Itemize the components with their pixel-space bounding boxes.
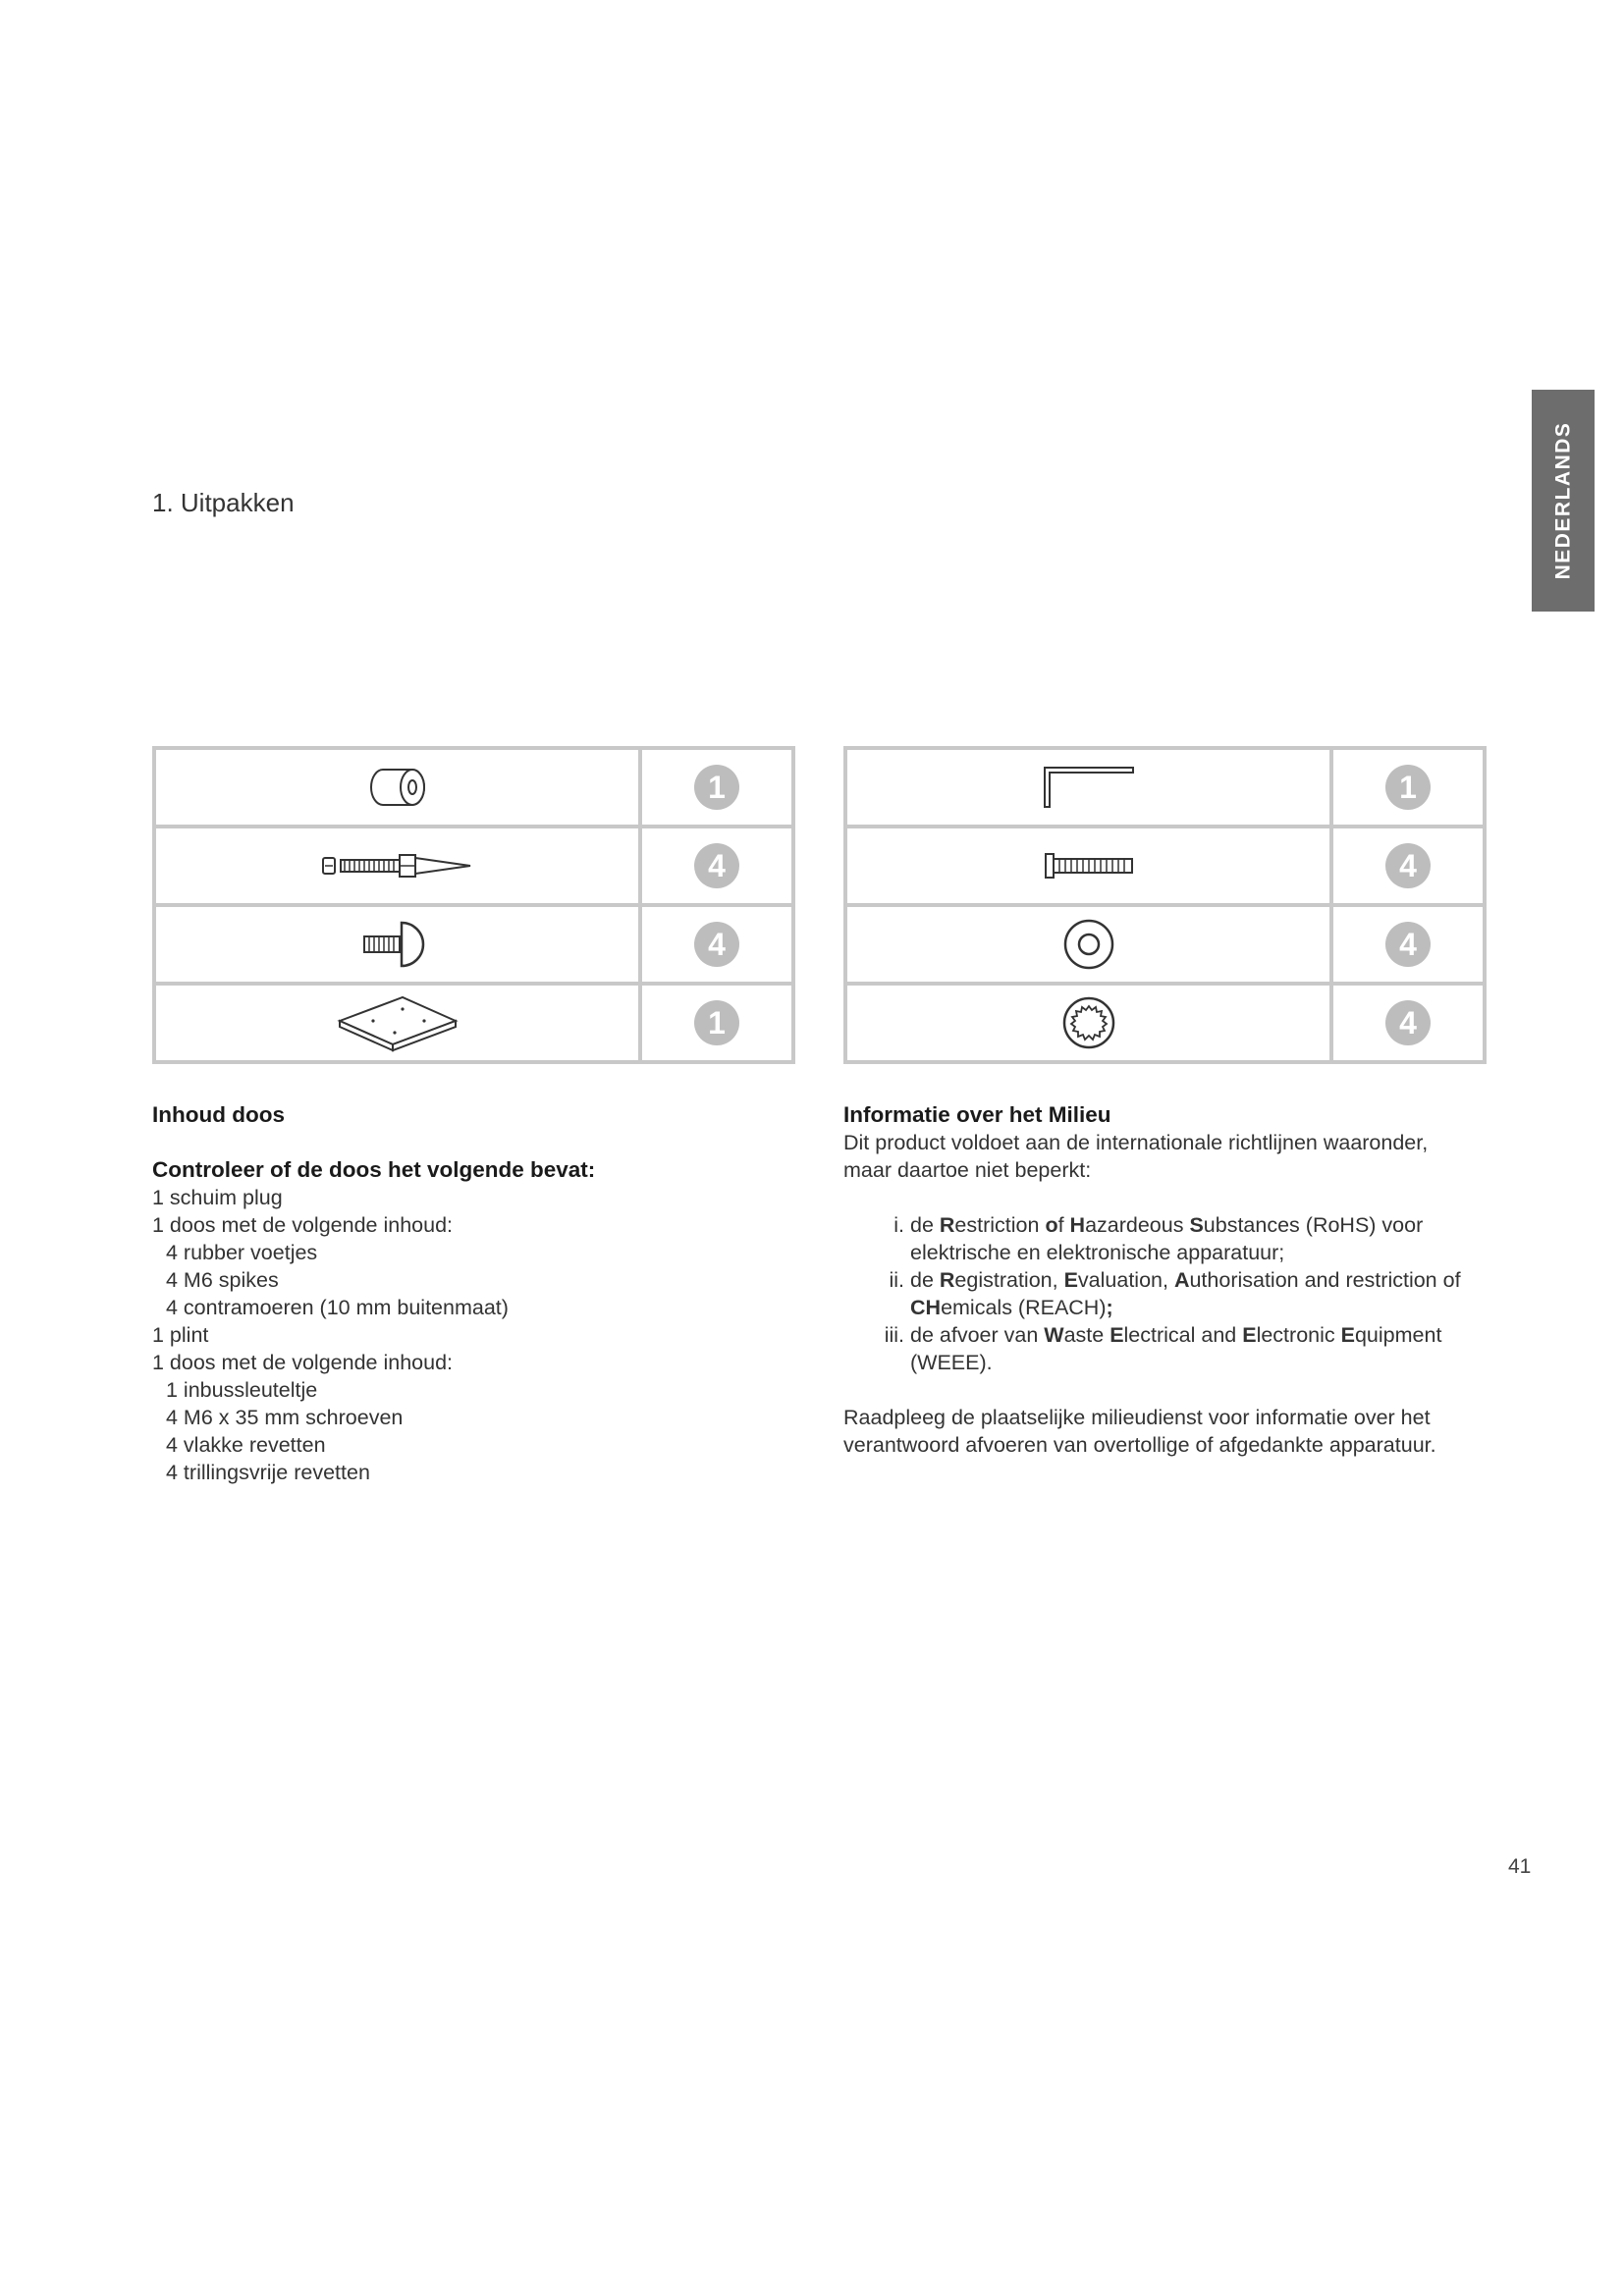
contents-item: 1 doos met de volgende inhoud: (152, 1213, 454, 1237)
part-image-cell (845, 984, 1331, 1062)
contents-subitem: 4 contramoeren (10 mm buitenmaat) (166, 1296, 509, 1319)
contents-column (152, 1101, 781, 1486)
foam-plug-icon (363, 760, 432, 815)
part-quantity-cell (1331, 827, 1485, 905)
environment-heading: Informatie over het Milieu (843, 1102, 1111, 1127)
page-number: 41 (1508, 1855, 1532, 1878)
part-image-cell (845, 748, 1331, 827)
spike-icon (319, 846, 476, 885)
quantity-badge: 4 (694, 922, 739, 967)
contents-item: 1 doos met de volgende inhoud: (152, 1351, 454, 1374)
part-row (154, 748, 793, 827)
part-quantity-cell (1331, 984, 1485, 1062)
part-row (845, 905, 1485, 984)
directive-number: iii. (884, 1323, 904, 1347)
directive-number: ii. (889, 1268, 904, 1292)
quantity-badge: 4 (694, 843, 739, 888)
environment-advice: Raadpleeg de plaatselijke milieudienst voor informatie over het (843, 1406, 1431, 1429)
contents-subitem: 4 M6 spikes (166, 1268, 279, 1292)
part-quantity-cell (1331, 905, 1485, 984)
quantity-badge: 1 (694, 765, 739, 810)
section-title: 1. Uitpakken (152, 488, 295, 517)
contents-heading: Inhoud doos (152, 1102, 285, 1127)
parts-table-left (152, 746, 795, 1064)
environment-intro: maar daartoe niet beperkt: (843, 1158, 1092, 1182)
language-tab (1532, 390, 1595, 612)
environment-column (843, 1101, 1491, 1459)
directive-text: de Registration, Evaluation, Authorisation and restriction of CHemicals (REACH); (910, 1268, 1461, 1319)
contents-subitem: 4 rubber voetjes (166, 1241, 318, 1264)
lock-washer-icon (1059, 993, 1118, 1052)
quantity-badge: 1 (694, 1000, 739, 1045)
quantity-badge: 4 (1385, 1000, 1431, 1045)
parts-table-right (843, 746, 1487, 1064)
part-quantity-cell (640, 905, 793, 984)
part-quantity-cell (640, 984, 793, 1062)
part-image-cell (154, 827, 640, 905)
contents-subitem: 1 inbussleuteltje (166, 1378, 318, 1402)
directive-item (881, 1211, 1491, 1266)
contents-subitem: 4 vlakke revetten (166, 1433, 326, 1457)
quantity-badge: 1 (1385, 765, 1431, 810)
part-quantity-cell (640, 748, 793, 827)
part-image-cell (154, 984, 640, 1062)
check-contents-heading: Controleer of de doos het volgende bevat: (152, 1157, 596, 1182)
contents-item: 1 plint (152, 1323, 209, 1347)
part-row (845, 748, 1485, 827)
environment-advice: verantwoord afvoeren van overtollige of afgedankte apparatuur. (843, 1433, 1436, 1457)
quantity-badge: 4 (1385, 843, 1431, 888)
part-row (845, 827, 1485, 905)
directive-text: de afvoer van Waste Electrical and Electronic Equipment (WEEE). (910, 1323, 1442, 1374)
plinth-icon (334, 991, 461, 1054)
rubber-foot-icon (358, 917, 437, 972)
environment-intro: Dit product voldoet aan de internationale richtlijnen waaronder, (843, 1131, 1429, 1154)
quantity-badge: 4 (1385, 922, 1431, 967)
part-row (845, 984, 1485, 1062)
screw-icon (1040, 846, 1138, 885)
directive-item (881, 1266, 1491, 1321)
part-image-cell (154, 748, 640, 827)
directive-number: i. (893, 1213, 904, 1237)
part-image-cell (154, 905, 640, 984)
directive-item (881, 1321, 1491, 1376)
part-image-cell (845, 905, 1331, 984)
part-row (154, 905, 793, 984)
part-quantity-cell (1331, 748, 1485, 827)
language-tab-label: NEDERLANDS (1551, 421, 1574, 580)
part-quantity-cell (640, 827, 793, 905)
part-row (154, 827, 793, 905)
directive-list (843, 1211, 1491, 1376)
part-row (154, 984, 793, 1062)
flat-washer-icon (1059, 915, 1118, 974)
directive-text: de Restriction of Hazardeous Substances (RoHS) voor elektrische en elektronische apparatuur; (910, 1213, 1424, 1264)
part-image-cell (845, 827, 1331, 905)
contents-item: 1 schuim plug (152, 1186, 283, 1209)
contents-subitem: 4 M6 x 35 mm schroeven (166, 1406, 404, 1429)
contents-subitem: 4 trillingsvrije revetten (166, 1461, 370, 1484)
allen-key-icon (1035, 760, 1143, 815)
